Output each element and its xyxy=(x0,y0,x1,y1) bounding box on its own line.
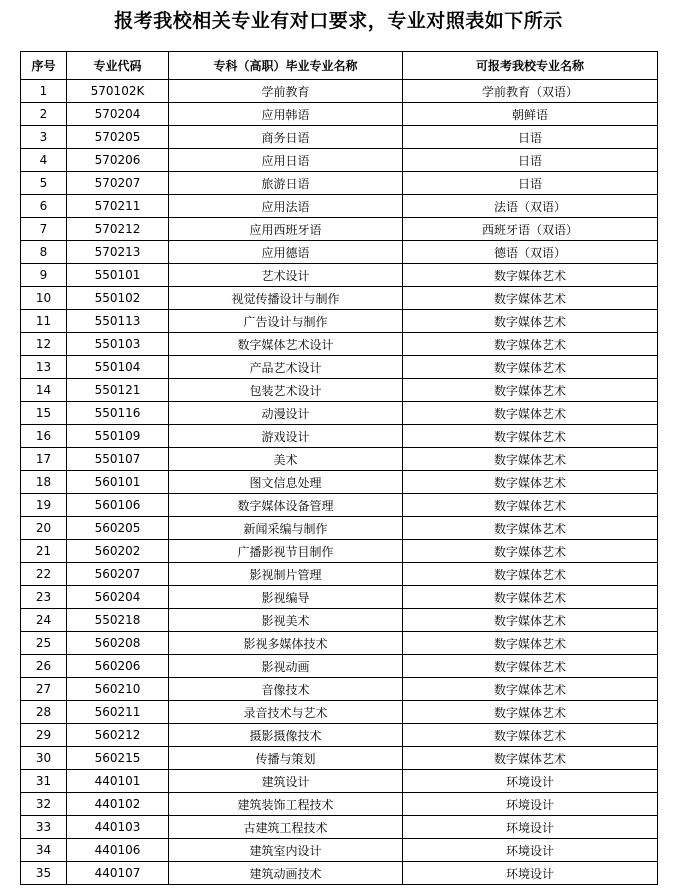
cell-serial-number: 30 xyxy=(21,747,67,770)
table-row xyxy=(21,103,658,126)
cell-major-code: 560211 xyxy=(67,701,169,724)
cell-graduate-major: 音像技术 xyxy=(169,678,403,701)
cell-graduate-major: 数字媒体艺术设计 xyxy=(169,333,403,356)
cell-graduate-major: 建筑室内设计 xyxy=(169,839,403,862)
cell-eligible-major: 西班牙语（双语） xyxy=(403,218,658,241)
table-row xyxy=(21,126,658,149)
cell-eligible-major: 数字媒体艺术 xyxy=(403,264,658,287)
cell-serial-number: 12 xyxy=(21,333,67,356)
cell-serial-number: 18 xyxy=(21,471,67,494)
cell-serial-number: 5 xyxy=(21,172,67,195)
cell-serial-number: 4 xyxy=(21,149,67,172)
cell-major-code: 570211 xyxy=(67,195,169,218)
table-row xyxy=(21,448,658,471)
cell-serial-number: 6 xyxy=(21,195,67,218)
cell-serial-number: 22 xyxy=(21,563,67,586)
table-row xyxy=(21,80,658,103)
cell-serial-number: 25 xyxy=(21,632,67,655)
table-row xyxy=(21,287,658,310)
cell-major-code: 560202 xyxy=(67,540,169,563)
cell-major-code: 570205 xyxy=(67,126,169,149)
cell-graduate-major: 应用法语 xyxy=(169,195,403,218)
cell-serial-number: 3 xyxy=(21,126,67,149)
table-row xyxy=(21,471,658,494)
cell-serial-number: 27 xyxy=(21,678,67,701)
cell-serial-number: 23 xyxy=(21,586,67,609)
cell-eligible-major: 数字媒体艺术 xyxy=(403,609,658,632)
cell-graduate-major: 应用韩语 xyxy=(169,103,403,126)
cell-serial-number: 1 xyxy=(21,80,67,103)
header-eligible-major: 可报考我校专业名称 xyxy=(403,52,658,80)
cell-graduate-major: 美术 xyxy=(169,448,403,471)
cell-eligible-major: 数字媒体艺术 xyxy=(403,471,658,494)
cell-graduate-major: 录音技术与艺术 xyxy=(169,701,403,724)
cell-graduate-major: 游戏设计 xyxy=(169,425,403,448)
cell-major-code: 560101 xyxy=(67,471,169,494)
cell-eligible-major: 数字媒体艺术 xyxy=(403,425,658,448)
table-row xyxy=(21,747,658,770)
cell-major-code: 550102 xyxy=(67,287,169,310)
cell-graduate-major: 建筑动画技术 xyxy=(169,862,403,885)
cell-major-code: 570102K xyxy=(67,80,169,103)
header-graduate-major: 专科（高职）毕业专业名称 xyxy=(169,52,403,80)
cell-major-code: 560208 xyxy=(67,632,169,655)
cell-eligible-major: 法语（双语） xyxy=(403,195,658,218)
cell-serial-number: 13 xyxy=(21,356,67,379)
cell-eligible-major: 德语（双语） xyxy=(403,241,658,264)
cell-major-code: 560207 xyxy=(67,563,169,586)
cell-graduate-major: 建筑设计 xyxy=(169,770,403,793)
table-row xyxy=(21,609,658,632)
table-row xyxy=(21,816,658,839)
cell-graduate-major: 传播与策划 xyxy=(169,747,403,770)
cell-eligible-major: 日语 xyxy=(403,149,658,172)
cell-graduate-major: 旅游日语 xyxy=(169,172,403,195)
cell-eligible-major: 数字媒体艺术 xyxy=(403,310,658,333)
header-major-code: 专业代码 xyxy=(67,52,169,80)
cell-major-code: 550103 xyxy=(67,333,169,356)
table-row xyxy=(21,678,658,701)
cell-graduate-major: 摄影摄像技术 xyxy=(169,724,403,747)
table-header-row xyxy=(21,52,658,80)
header-serial-number: 序号 xyxy=(21,52,67,80)
table-row xyxy=(21,172,658,195)
cell-eligible-major: 数字媒体艺术 xyxy=(403,563,658,586)
cell-eligible-major: 环境设计 xyxy=(403,816,658,839)
cell-serial-number: 26 xyxy=(21,655,67,678)
major-mapping-table xyxy=(20,51,658,885)
table-row xyxy=(21,333,658,356)
cell-eligible-major: 数字媒体艺术 xyxy=(403,724,658,747)
table-row xyxy=(21,195,658,218)
cell-graduate-major: 应用日语 xyxy=(169,149,403,172)
cell-graduate-major: 影视制片管理 xyxy=(169,563,403,586)
cell-major-code: 570207 xyxy=(67,172,169,195)
cell-major-code: 560204 xyxy=(67,586,169,609)
cell-major-code: 550121 xyxy=(67,379,169,402)
table-row xyxy=(21,402,658,425)
cell-serial-number: 2 xyxy=(21,103,67,126)
cell-major-code: 440106 xyxy=(67,839,169,862)
cell-serial-number: 35 xyxy=(21,862,67,885)
cell-graduate-major: 商务日语 xyxy=(169,126,403,149)
cell-serial-number: 19 xyxy=(21,494,67,517)
cell-major-code: 440101 xyxy=(67,770,169,793)
cell-eligible-major: 数字媒体艺术 xyxy=(403,540,658,563)
cell-major-code: 440103 xyxy=(67,816,169,839)
cell-graduate-major: 应用西班牙语 xyxy=(169,218,403,241)
page-title: 报考我校相关专业有对口要求，专业对照表如下所示 xyxy=(114,10,563,32)
table-row xyxy=(21,241,658,264)
cell-eligible-major: 数字媒体艺术 xyxy=(403,448,658,471)
cell-eligible-major: 数字媒体艺术 xyxy=(403,655,658,678)
cell-eligible-major: 数字媒体艺术 xyxy=(403,701,658,724)
cell-major-code: 560210 xyxy=(67,678,169,701)
cell-eligible-major: 数字媒体艺术 xyxy=(403,632,658,655)
table-row xyxy=(21,839,658,862)
table-row xyxy=(21,540,658,563)
cell-serial-number: 16 xyxy=(21,425,67,448)
cell-major-code: 550218 xyxy=(67,609,169,632)
cell-serial-number: 31 xyxy=(21,770,67,793)
table-row xyxy=(21,724,658,747)
cell-eligible-major: 环境设计 xyxy=(403,839,658,862)
cell-major-code: 560215 xyxy=(67,747,169,770)
cell-serial-number: 28 xyxy=(21,701,67,724)
cell-eligible-major: 日语 xyxy=(403,172,658,195)
cell-major-code: 550107 xyxy=(67,448,169,471)
cell-major-code: 570206 xyxy=(67,149,169,172)
cell-eligible-major: 环境设计 xyxy=(403,770,658,793)
cell-major-code: 560106 xyxy=(67,494,169,517)
table-row xyxy=(21,425,658,448)
cell-eligible-major: 数字媒体艺术 xyxy=(403,747,658,770)
cell-major-code: 440107 xyxy=(67,862,169,885)
cell-graduate-major: 数字媒体设备管理 xyxy=(169,494,403,517)
cell-graduate-major: 产品艺术设计 xyxy=(169,356,403,379)
table-row xyxy=(21,563,658,586)
cell-serial-number: 34 xyxy=(21,839,67,862)
cell-major-code: 550116 xyxy=(67,402,169,425)
table-row xyxy=(21,862,658,885)
cell-serial-number: 7 xyxy=(21,218,67,241)
cell-major-code: 560206 xyxy=(67,655,169,678)
cell-eligible-major: 数字媒体艺术 xyxy=(403,402,658,425)
cell-serial-number: 11 xyxy=(21,310,67,333)
cell-graduate-major: 广播影视节目制作 xyxy=(169,540,403,563)
cell-serial-number: 33 xyxy=(21,816,67,839)
cell-eligible-major: 数字媒体艺术 xyxy=(403,356,658,379)
cell-serial-number: 9 xyxy=(21,264,67,287)
cell-eligible-major: 学前教育（双语） xyxy=(403,80,658,103)
cell-major-code: 550101 xyxy=(67,264,169,287)
cell-eligible-major: 环境设计 xyxy=(403,793,658,816)
cell-eligible-major: 数字媒体艺术 xyxy=(403,287,658,310)
cell-serial-number: 24 xyxy=(21,609,67,632)
cell-serial-number: 10 xyxy=(21,287,67,310)
cell-eligible-major: 数字媒体艺术 xyxy=(403,379,658,402)
cell-serial-number: 32 xyxy=(21,793,67,816)
table-row xyxy=(21,517,658,540)
table-row xyxy=(21,310,658,333)
table-row xyxy=(21,264,658,287)
cell-graduate-major: 学前教育 xyxy=(169,80,403,103)
table-row xyxy=(21,494,658,517)
cell-eligible-major: 数字媒体艺术 xyxy=(403,494,658,517)
table-row xyxy=(21,356,658,379)
cell-graduate-major: 古建筑工程技术 xyxy=(169,816,403,839)
cell-graduate-major: 动漫设计 xyxy=(169,402,403,425)
cell-graduate-major: 图文信息处理 xyxy=(169,471,403,494)
cell-major-code: 440102 xyxy=(67,793,169,816)
table-body xyxy=(21,80,658,885)
cell-serial-number: 21 xyxy=(21,540,67,563)
cell-graduate-major: 新闻采编与制作 xyxy=(169,517,403,540)
table-row xyxy=(21,701,658,724)
cell-major-code: 570213 xyxy=(67,241,169,264)
cell-serial-number: 20 xyxy=(21,517,67,540)
cell-serial-number: 17 xyxy=(21,448,67,471)
table-row xyxy=(21,218,658,241)
cell-eligible-major: 数字媒体艺术 xyxy=(403,586,658,609)
cell-serial-number: 29 xyxy=(21,724,67,747)
cell-serial-number: 14 xyxy=(21,379,67,402)
cell-graduate-major: 应用德语 xyxy=(169,241,403,264)
cell-eligible-major: 日语 xyxy=(403,126,658,149)
cell-major-code: 550104 xyxy=(67,356,169,379)
cell-eligible-major: 数字媒体艺术 xyxy=(403,333,658,356)
cell-graduate-major: 影视动画 xyxy=(169,655,403,678)
table-row xyxy=(21,379,658,402)
cell-eligible-major: 环境设计 xyxy=(403,862,658,885)
cell-graduate-major: 视觉传播设计与制作 xyxy=(169,287,403,310)
cell-eligible-major: 数字媒体艺术 xyxy=(403,517,658,540)
cell-graduate-major: 影视美术 xyxy=(169,609,403,632)
cell-graduate-major: 影视多媒体技术 xyxy=(169,632,403,655)
cell-graduate-major: 建筑装饰工程技术 xyxy=(169,793,403,816)
cell-major-code: 570212 xyxy=(67,218,169,241)
cell-major-code: 560212 xyxy=(67,724,169,747)
cell-major-code: 550113 xyxy=(67,310,169,333)
cell-major-code: 560205 xyxy=(67,517,169,540)
table-row xyxy=(21,632,658,655)
cell-eligible-major: 数字媒体艺术 xyxy=(403,678,658,701)
table-row xyxy=(21,793,658,816)
table-row xyxy=(21,586,658,609)
cell-graduate-major: 影视编导 xyxy=(169,586,403,609)
table-row xyxy=(21,655,658,678)
cell-major-code: 570204 xyxy=(67,103,169,126)
cell-major-code: 550109 xyxy=(67,425,169,448)
cell-serial-number: 15 xyxy=(21,402,67,425)
cell-graduate-major: 广告设计与制作 xyxy=(169,310,403,333)
cell-graduate-major: 艺术设计 xyxy=(169,264,403,287)
cell-eligible-major: 朝鲜语 xyxy=(403,103,658,126)
table-row xyxy=(21,770,658,793)
cell-serial-number: 8 xyxy=(21,241,67,264)
cell-graduate-major: 包装艺术设计 xyxy=(169,379,403,402)
table-row xyxy=(21,149,658,172)
